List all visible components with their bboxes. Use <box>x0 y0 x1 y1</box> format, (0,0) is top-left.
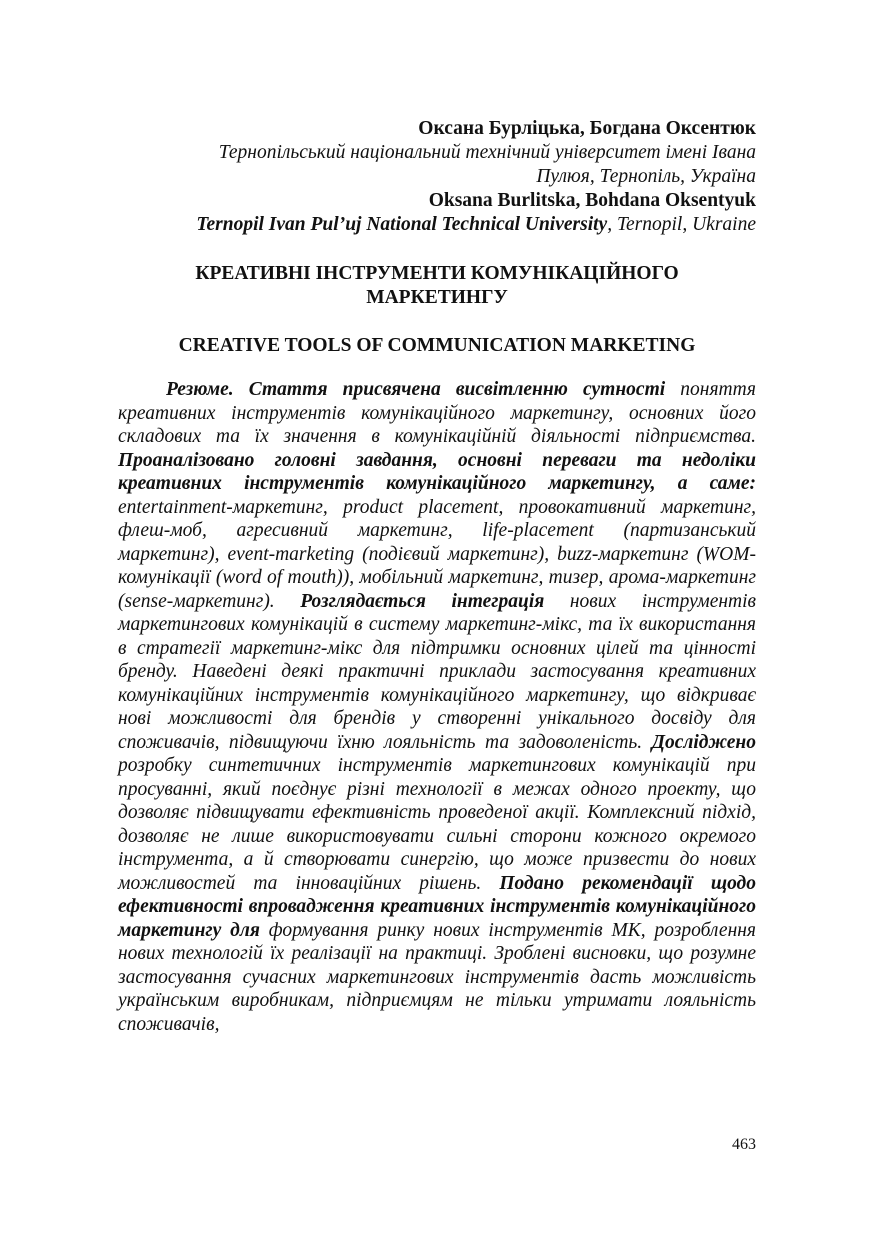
author-names-ua: Оксана Бурліцька, Богдана Оксентюк <box>418 118 756 139</box>
paper-title-en: CREATIVE TOOLS OF COMMUNICATION MARKETING <box>178 335 696 356</box>
affiliation-en-university: Ternopil Ivan Pul’uj National Technical University <box>196 214 608 235</box>
abstract-s3-bold: Розглядається інтеграція <box>300 590 545 612</box>
abstract-s2-bold: Проаналізовано головні завдання, основні переваги та недоліки креативних інструментів комунікаційного маркетингу, а саме: <box>118 449 756 494</box>
abstract-s4-bold: Досліджено <box>651 731 756 753</box>
paper-title-ua <box>118 262 756 310</box>
affiliation-en-location: , Ternopil, Ukraine <box>607 214 756 235</box>
paper-title-ua-line1: КРЕАТИВНІ ІНСТРУМЕНТИ КОМУНІКАЦІЙНОГО <box>195 263 679 284</box>
affiliation-ua-line1: Тернопільський національний технічний університет імені Івана <box>218 142 756 163</box>
paper-title-ua-line2: МАРКЕТИНГУ <box>366 287 508 308</box>
page-number: 463 <box>732 1136 756 1153</box>
affiliation-en <box>118 213 756 237</box>
abstract <box>118 378 756 1036</box>
affiliation-ua-line2: Пулюя, Тернопіль, Україна <box>536 166 756 187</box>
author-block <box>118 117 756 237</box>
abstract-s1-bold: Резюме. Стаття присвячена висвітленню сутності <box>166 379 666 400</box>
abstract-s5-bold: Подано рекомендації щодо ефективності впровадження креативних інструментів комунікаційного маркетингу для <box>118 872 756 941</box>
paper-page <box>118 0 756 1240</box>
abstract-s1-text: поняття креативних інструментів комунікаційного маркетингу, основних його складових та їх значення в комунікаційній діяльності підприємства. <box>118 379 756 447</box>
abstract-s5-text: формування ринку нових інструментів МК, розроблення нових технологій їх реалізації на практиці. Зроблені висновки, що розумне застосування сучасних маркетингових інструментів дасть можливість українським виробникам, підприємцям не тільки утримати лояльність споживачів, <box>118 919 756 1035</box>
abstract-s2-text: entertainment-маркетинг, product placement, провокативний маркетинг, флеш-моб, агресивний маркетинг, life-placement (партизанський маркетинг), event-marketing (подієвий маркетинг), buzz-маркетинг (WOM-комунікації (word of mouth)), мобільний маркетинг, тизер, арома-маркетинг (sense-маркетинг). <box>118 496 756 612</box>
author-names-en: Oksana Burlitska, Bohdana Oksentyuk <box>428 190 756 211</box>
abstract-s3-text: нових інструментів маркетингових комунікацій в систему маркетинг-мікс, та їх використання в стратегії маркетинг-мікс для підтримки основних цілей та цінності бренду. Наведені деякі практичні приклади застосування креативних комунікаційних інструментів комунікаційного маркетингу, що відкриває нові можливості для брендів у створенні унікального досвіду для споживачів, підвищуючи їхню лояльність та задоволеність. <box>118 590 756 753</box>
abstract-s4-text: розробку синтетичних інструментів маркетингових комунікацій при просуванні, який поєднує різні технології в межах одного проекту, що дозволяє підвищувати ефективність проведеної акції. Комплексний підхід, дозволяє не лише використовувати сильні сторони кожного окремого інструмента, а й створювати синергію, що може призвести до нових можливостей та інноваційних рішень. <box>118 755 756 894</box>
